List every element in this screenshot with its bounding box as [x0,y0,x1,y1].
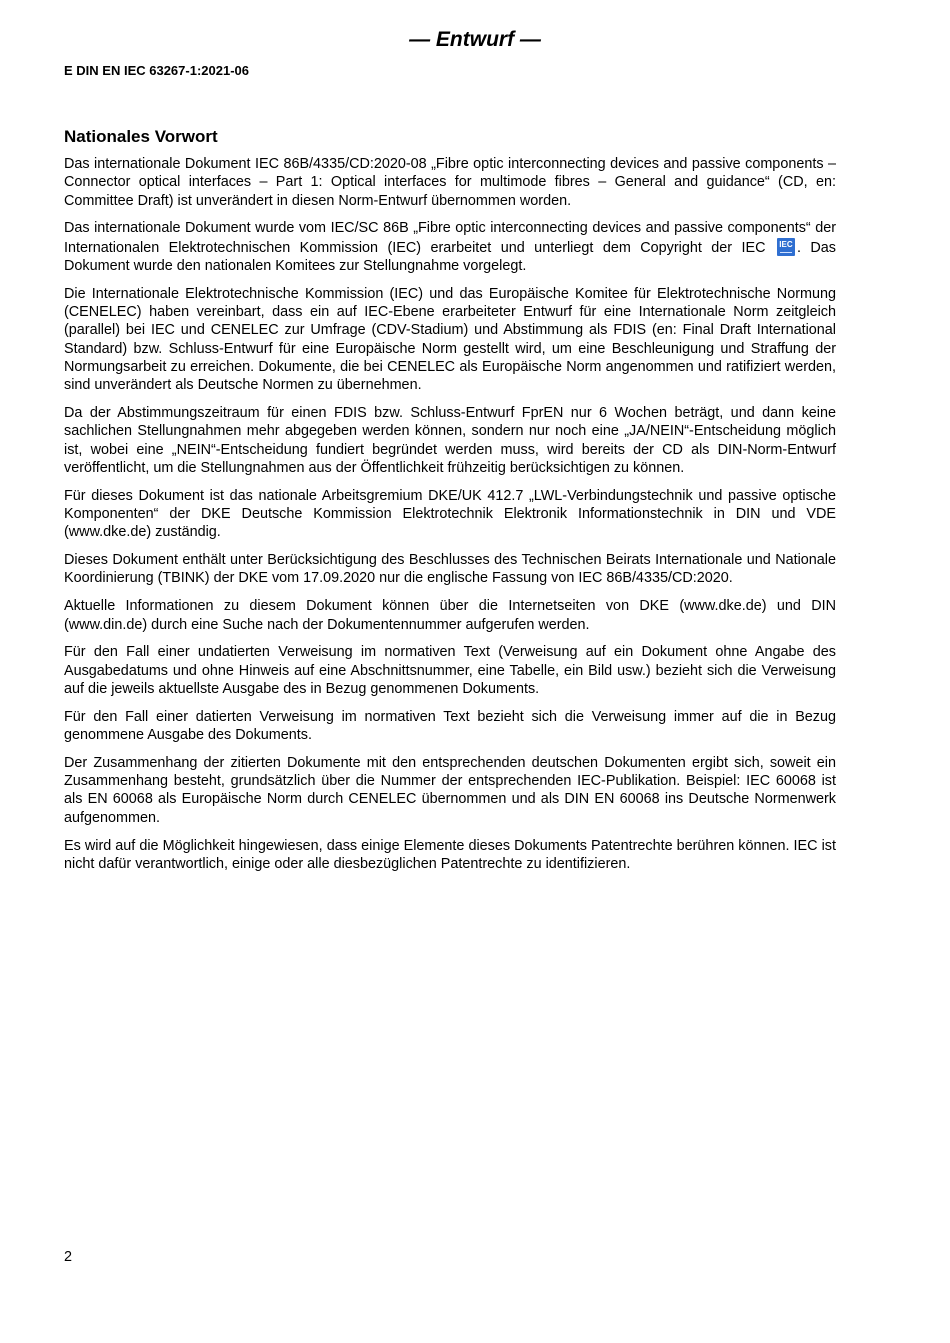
paragraph-4: Da der Abstimmungszeitraum für einen FDIS bzw. Schluss-Entwurf FprEN nur 6 Wochen beträgt, und dann keine sachlichen Stellungnahmen mehr abgegeben werden können, sondern nur noch eine „JA/NEIN“-Entscheidung möglich ist, wobei eine „NEIN“-Entscheidung fundiert begründet werden muss, wird bereits der CD als DIN-Norm-Entwurf veröffentlicht, um die Stellungnahmen aus der Öffentlichkeit frühzeitig berücksichtigen zu können. [64,405,836,476]
draft-watermark-title: — Entwurf — [409,28,541,51]
paragraph-10: Der Zusammenhang der zitierten Dokumente mit den entsprechenden deutschen Dokumenten ergibt sich, soweit ein Zusammenhang besteht, grundsätzlich über die Nummer der entsprechenden IEC-Publikation. Beispiel: IEC 60068 ist als EN 60068 als Europäische Norm durch CENELEC übernommen und als DIN EN 60068 ins Deutsche Normenwerk aufgenommen. [64,754,836,826]
iec-logo-icon [777,238,795,256]
iec-logo-text: IEC [779,239,793,249]
paragraph-8: Für den Fall einer undatierten Verweisung im normativen Text (Verweisung auf ein Dokument ohne Angabe des Ausgabedatums und ohne Hinweis auf eine Abschnittsnummer, eine Tabelle, ein Bild usw.) bezieht sich die Verweisung auf die jeweils aktuellste Ausgabe des in Bezug genommenen Dokuments. [64,644,836,697]
national-foreword-section [64,126,836,883]
paragraph-9: Für den Fall einer datierten Verweisung im normativen Text bezieht sich die Verweisung immer auf die in Bezug genommene Ausgabe des Dokuments. [64,708,836,744]
paragraph-3: Die Internationale Elektrotechnische Kommission (IEC) und das Europäische Komitee für Elektrotechnische Normung (CENELEC) haben vereinbart, dass ein auf IEC-Ebene erarbeiteter Entwurf für eine Internationale Norm zeitgleich (parallel) bei IEC und CENELEC zur Umfrage (CDV-Stadium) und Abstimmung als FDIS (en: Final Draft International Standard) bzw. Schluss-Entwurf für eine Europäische Norm gestellt wird, um eine Beschleunigung und Straffung der Normungsarbeit zu erreichen. Dokumente, die bei CENELEC als Europäische Norm angenommen und ratifiziert werden, sind unverändert als Deutsche Normen zu übernehmen. [64,285,836,394]
paragraph-6: Dieses Dokument enthält unter Berücksichtigung des Beschlusses des Technischen Beirats Internationale und Nationale Koordinierung (TBINK) der DKE vom 17.09.2020 nur die englische Fassung von IEC 86B/4335/CD:2020. [64,552,836,587]
document-identifier: E DIN EN IEC 63267-1:2021-06 [64,63,249,78]
paragraph-7: Aktuelle Informationen zu diesem Dokument können über die Internetseiten von DKE (www.dke.de) und DIN (www.din.de) durch eine Suche nach der Dokumentennummer aufgerufen werden. [64,598,836,633]
paragraph-11: Es wird auf die Möglichkeit hingewiesen, dass einige Elemente dieses Dokuments Patentrechte berühren können. IEC ist nicht dafür verantwortlich, einige oder alle diesbezüglichen Patentrechte zu identifizieren. [64,837,836,872]
paragraph-1: Das internationale Dokument IEC 86B/4335/CD:2020-08 „Fibre optic interconnecting devices and passive components – Connector optical interfaces – Part 1: Optical interfaces for multimode fibres – General and guidance“ (CD, en: Committee Draft) ist unverändert in diesen Norm-Entwurf übernommen worden. [64,156,836,209]
paragraph-copyright [64,219,836,275]
copyright-text-before: Das internationale Dokument wurde vom IEC/SC 86B „Fibre optic interconnecting devices and passive components“ der Internationalen Elektrotechnischen Kommission (IEC) erarbeitet und unterliegt dem Copyright der IEC [64,220,836,256]
paragraph-5: Für dieses Dokument ist das nationale Arbeitsgremium DKE/UK 412.7 „LWL-Verbindungstechnik und passive optische Komponenten“ der DKE Deutsche Kommission Elektrotechnik Elektronik Informationstechnik in DIN und VDE (www.dke.de) zuständig. [64,487,836,541]
copyright-text-after: . Das Dokument wurde den nationalen Komitees zur Stellungnahme vorgelegt. [64,239,836,274]
page-number: 2 [64,1249,73,1265]
section-title: Nationales Vorwort [64,127,218,146]
